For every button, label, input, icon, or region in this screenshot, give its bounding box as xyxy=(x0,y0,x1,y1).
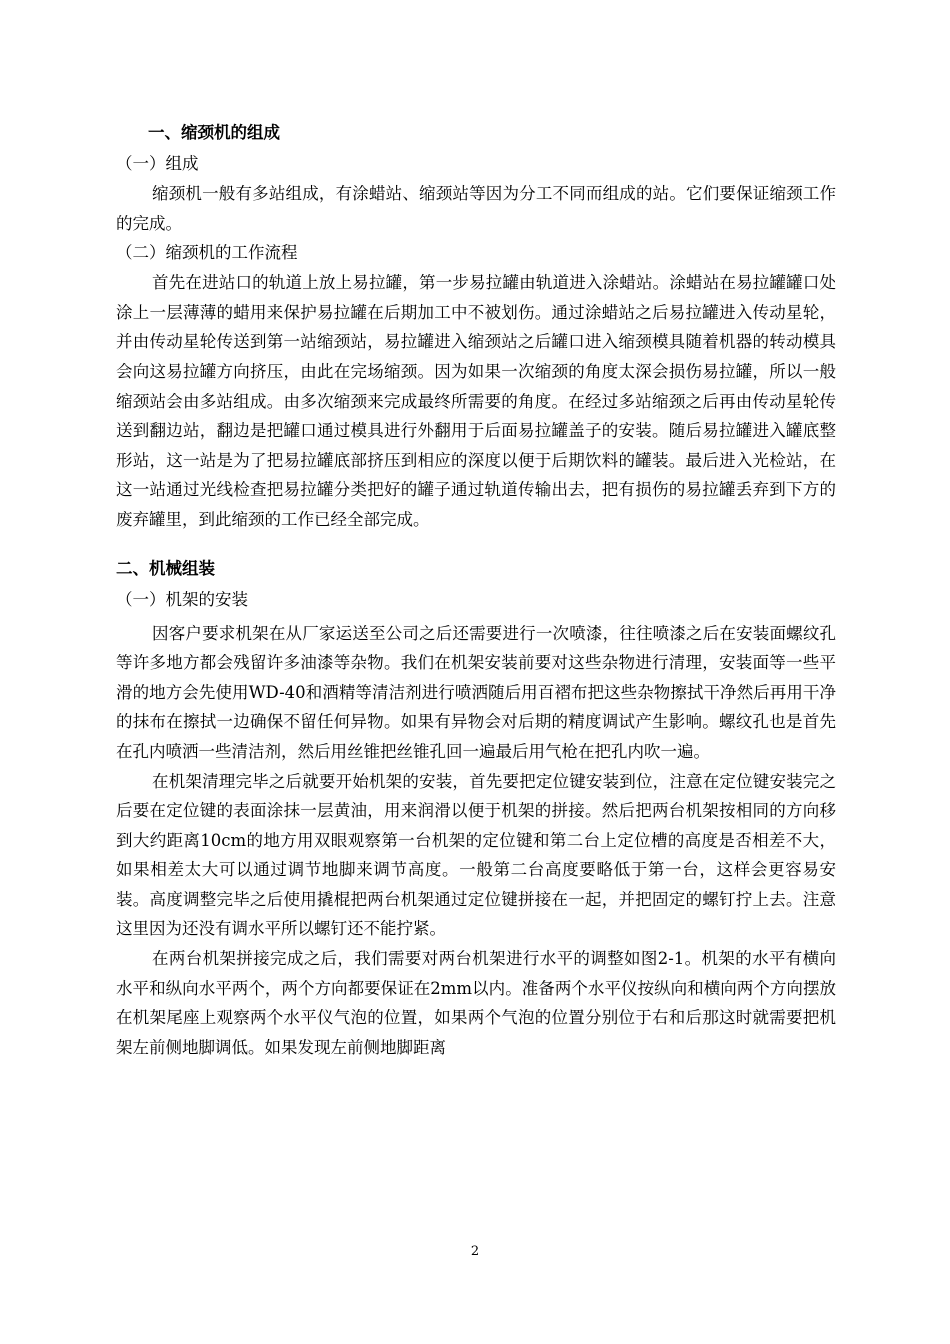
section-1-sub-1-paragraph: 缩颈机一般有多站组成，有涂蜡站、缩颈站等因为分工不同而组成的站。它们要保证缩颈工作的完成。 xyxy=(116,184,836,233)
section-2-paragraph-2: 在机架清理完毕之后就要开始机架的安装，首先要把定位键安装到位，注意在定位键安装完之后要在定位键的表面涂抹一层黄油，用来润滑以便于机架的拼接。然后把两台机架按相同的方向移到大约距离10cm的地方用双眼观察第一台机架的定位键和第二台上定位槽的高度是否相差不大，如果相差太大可以通过调节地脚来调节高度。一般第二台高度要略低于第一台，这样会更容易安装。高度调整完毕之后使用撬棍把两台机架通过定位键拼接在一起，并把固定的螺钉拧上去。注意这里因为还没有调水平所以螺钉还不能拧紧。 xyxy=(116,771,836,939)
page-number: 2 xyxy=(470,1244,480,1259)
section-1-sub-2-paragraph: 首先在进站口的轨道上放上易拉罐，第一步易拉罐由轨道进入涂蜡站。涂蜡站在易拉罐罐口处涂上一层薄薄的蜡用来保护易拉罐在后期加工中不被划伤。通过涂蜡站之后易拉罐进入传动星轮，并由传动星轮传送到第一站缩颈站，易拉罐进入缩颈站之后罐口进入缩颈模具随着机器的转动模具会向这易拉罐方向挤压，由此在完场缩颈。因为如果一次缩颈的角度太深会损伤易拉罐，所以一般缩颈站会由多站组成。由多次缩颈来完成最终所需要的角度。在经过多站缩颈之后再由传动星轮传送到翻边站，翻边是把罐口通过模具进行外翻用于后面易拉罐盖子的安装。随后易拉罐进入罐底整形站，这一站是为了把易拉罐底部挤压到相应的深度以便于后期饮料的罐装。最后进入光检站，在这一站通过光线检查把易拉罐分类把好的罐子通过轨道传输出去，把有损伤的易拉罐丢弃到下方的废弃罐里，到此缩颈的工作已经全部完成。 xyxy=(116,273,836,529)
section-1-heading: 一、缩颈机的组成 xyxy=(148,123,280,142)
document-body xyxy=(116,117,836,1062)
section-2-paragraph-1: 因客户要求机架在从厂家运送至公司之后还需要进行一次喷漆，往往喷漆之后在安装面螺纹孔等许多地方都会残留许多油漆等杂物。我们在机架安装前要对这些杂物进行清理，安装面等一些平滑的地方会先使用WD-40和酒精等清洁剂进行喷洒随后用百褶布把这些杂物擦拭干净然后再用干净的抹布在擦拭一边确保不留任何异物。如果有异物会对后期的精度调试产生影响。螺纹孔也是首先在孔内喷洒一些清洁剂，然后用丝锥把丝锥孔回一遍最后用气枪在把孔内吹一遍。 xyxy=(116,623,836,761)
section-2-heading: 二、机械组装 xyxy=(116,558,215,578)
section-2-paragraph-3: 在两台机架拼接完成之后，我们需要对两台机架进行水平的调整如图2-1。机架的水平有横向水平和纵向水平两个，两个方向都要保证在2mm以内。准备两个水平仪按纵向和横向两个方向摆放在机架尾座上观察两个水平仪气泡的位置，如果两个气泡的位置分别位于右和后那这时就需要把机架左前侧地脚调低。如果发现左前侧地脚距离 xyxy=(116,949,836,1057)
section-2-sub-1-heading: （一）机架的安装 xyxy=(116,589,248,609)
section-1-sub-2-heading: （二）缩颈机的工作流程 xyxy=(116,243,298,263)
section-1-sub-1-heading: （一）组成 xyxy=(116,154,199,173)
